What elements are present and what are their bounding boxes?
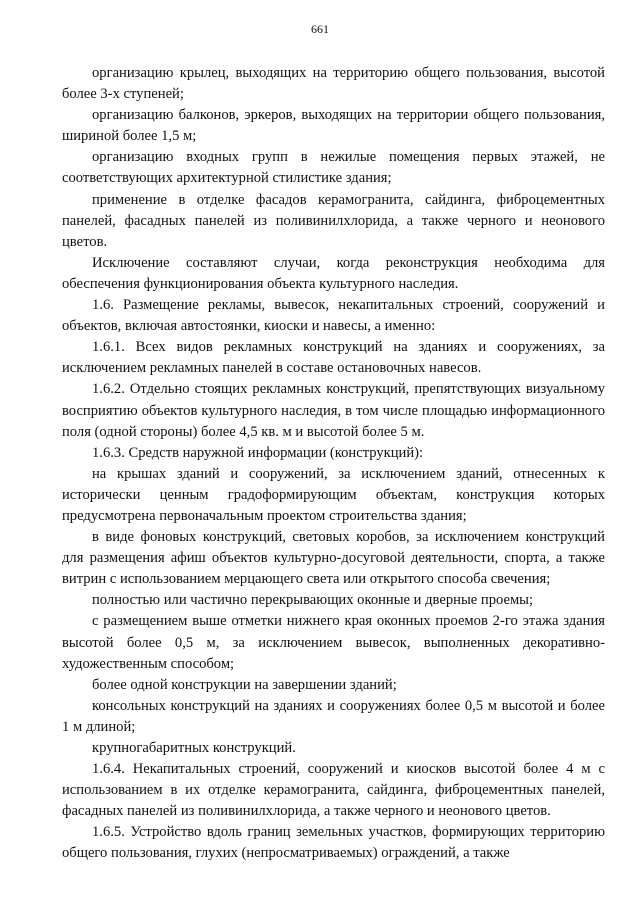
paragraph: более одной конструкции на завершении зданий;: [92, 676, 397, 693]
paragraph: применение в отделке фасадов керамогранита, сайдинга, фиброцементных панелей, фасадных панелей из поливинилхлорида, а также черного и неонового цветов.: [62, 191, 605, 250]
paragraph: Исключение составляют случаи, когда реконструкция необходима для обеспечения функционирования объекта культурного наследия.: [62, 254, 605, 292]
section-paragraph: 1.6.3. Средств наружной информации (конструкций):: [92, 444, 424, 461]
section-paragraph: 1.6.1. Всех видов рекламных конструкций на зданиях и сооружениях, за исключением рекламных панелей в составе остановочных навесов.: [62, 339, 605, 377]
paragraph: организацию балконов, эркеров, выходящих на территории общего пользования, шириной более 1,5 м;: [62, 107, 605, 145]
section-paragraph: 1.6.5. Устройство вдоль границ земельных участков, формирующих территорию общего пользования, глухих (непросматриваемых) ограждений, а также: [62, 824, 605, 862]
section-paragraph: 1.6.2. Отдельно стоящих рекламных конструкций, препятствующих визуальному восприятию объектов культурного наследия, в том числе площадью информационного поля (одной стороны) более 4,5 кв. м и высотой более 5 м.: [62, 381, 605, 440]
paragraph: на крышах зданий и сооружений, за исключением зданий, отнесенных к исторически ценным градоформирующим объектам, конструкция которых предусмотрена первоначальным проектом строительства здания;: [62, 465, 605, 524]
paragraph: организацию входных групп в нежилые помещения первых этажей, не соответствующих архитектурной стилистике здания;: [62, 149, 605, 187]
paragraph: полностью или частично перекрывающих оконные и дверные проемы;: [92, 592, 534, 609]
section-paragraph: 1.6. Размещение рекламы, вывесок, некапитальных строений, сооружений и объектов, включая автостоянки, киоски и навесы, а именно:: [62, 297, 605, 335]
paragraph: организацию крылец, выходящих на территорию общего пользования, высотой более 3-х ступеней;: [62, 65, 605, 103]
paragraph: с размещением выше отметки нижнего края оконных проемов 2-го этажа здания высотой более 0,5 м, за исключением вывесок, выполненных декоративно-художественным способом;: [62, 613, 605, 672]
paragraph: в виде фоновых конструкций, световых коробов, за исключением конструкций для размещения афиш объектов культурно-досуговой деятельности, спорта, а также витрин с использованием мерцающего света или открытого способа свечения;: [62, 529, 605, 588]
document-body: [62, 63, 605, 865]
section-paragraph: 1.6.4. Некапитальных строений, сооружений и киосков высотой более 4 м с использованием в их отделке керамогранита, сайдинга, фиброцементных панелей, фасадных панелей из поливинилхлорида, а также черного и неонового цветов.: [62, 761, 605, 820]
page-number: 661: [311, 22, 329, 36]
paragraph: крупногабаритных конструкций.: [92, 740, 296, 756]
paragraph: консольных конструкций на зданиях и сооружениях более 0,5 м высотой и более 1 м длиной;: [62, 697, 605, 735]
